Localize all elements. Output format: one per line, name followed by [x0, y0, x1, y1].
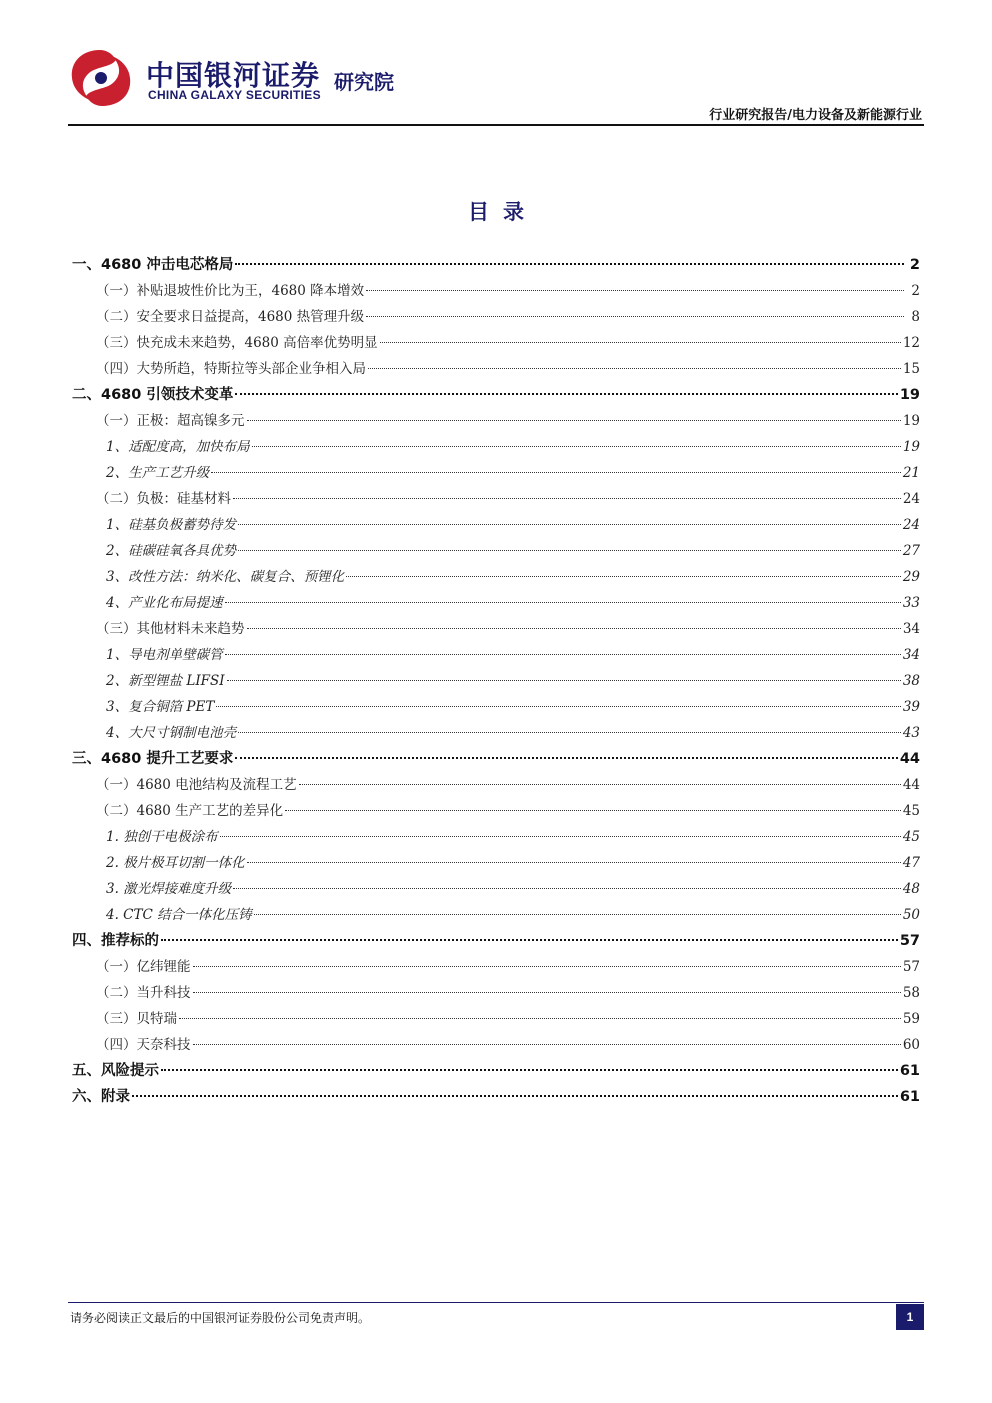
toc-page-number[interactable]: 57: [899, 933, 920, 949]
dot-leader: [216, 706, 900, 707]
toc-entry-level-1[interactable]: [72, 382, 920, 408]
toc-page-number[interactable]: 24: [902, 491, 920, 507]
toc-entry-title[interactable]: （一）正极：超高镍多元: [96, 413, 245, 429]
toc-page-number[interactable]: 2: [909, 257, 920, 273]
toc-entry-title[interactable]: （三）贝特瑞: [96, 1011, 177, 1027]
toc-entry-level-3[interactable]: [72, 876, 920, 902]
toc-entry-level-3[interactable]: [72, 694, 920, 720]
toc-page-number[interactable]: 50: [902, 907, 920, 923]
toc-page-number[interactable]: 29: [902, 569, 920, 585]
toc-entry-title[interactable]: 3、复合铜箔 PET: [106, 699, 215, 715]
dot-leader: [193, 992, 901, 993]
toc-entry-title[interactable]: 1. 独创干电极涂布: [106, 829, 218, 845]
toc-entry-title[interactable]: （二）4680 生产工艺的差异化: [96, 803, 284, 819]
toc-entry-title[interactable]: （三）快充成未来趋势，4680 高倍率优势明显: [96, 335, 378, 351]
dot-leader: [193, 966, 901, 967]
toc-entry-title[interactable]: （三）其他材料未来趋势: [96, 621, 245, 637]
toc-page-number[interactable]: 21: [902, 465, 920, 481]
toc-entry-level-3[interactable]: [72, 850, 920, 876]
toc-entry-level-3[interactable]: [72, 564, 920, 590]
toc-page-number[interactable]: 19: [899, 387, 920, 403]
galaxy-logo-icon: [66, 46, 136, 110]
toc-entry-title[interactable]: （四）天奈科技: [96, 1037, 191, 1053]
dot-leader: [366, 316, 904, 317]
toc-entry-level-2[interactable]: [72, 356, 920, 382]
dot-leader: [254, 914, 901, 915]
toc-page-number[interactable]: 57: [902, 959, 920, 975]
toc-page-number[interactable]: 39: [902, 699, 920, 715]
dot-leader: [346, 576, 901, 577]
toc-page-number[interactable]: 33: [902, 595, 920, 611]
toc-page-number[interactable]: 34: [902, 647, 920, 663]
dot-leader: [235, 263, 904, 265]
toc-entry-title[interactable]: 三、4680 提升工艺要求: [72, 751, 234, 767]
logo-mark: [66, 46, 136, 110]
brand-name-en: CHINA GALAXY SECURITIES: [148, 88, 321, 102]
toc-page-number[interactable]: 34: [902, 621, 920, 637]
toc-entry-title[interactable]: （二）当升科技: [96, 985, 191, 1001]
toc-entry-level-2[interactable]: [72, 486, 920, 512]
toc-entry-level-3[interactable]: [72, 460, 920, 486]
dot-leader: [132, 1095, 898, 1097]
toc-entry-level-3[interactable]: [72, 720, 920, 746]
toc-entry-level-2[interactable]: [72, 1006, 920, 1032]
footer-divider: [68, 1302, 924, 1303]
toc-entry-level-1[interactable]: [72, 1058, 920, 1084]
toc-entry-level-2[interactable]: [72, 278, 920, 304]
dot-leader: [247, 862, 901, 863]
toc-entry-title[interactable]: 4. CTC 结合一体化压铸: [106, 907, 252, 923]
toc-entry-level-2[interactable]: [72, 798, 920, 824]
toc-entry-title[interactable]: 4、大尺寸钢制电池壳: [106, 725, 237, 741]
toc-entry-title[interactable]: 五、风险提示: [72, 1063, 159, 1079]
toc-entry-title[interactable]: （一）4680 电池结构及流程工艺: [96, 777, 297, 793]
toc-entry-title[interactable]: （四）大势所趋，特斯拉等头部企业争相入局: [96, 361, 366, 377]
toc-entry-level-3[interactable]: [72, 642, 920, 668]
toc-entry-level-3[interactable]: [72, 668, 920, 694]
toc-page-number[interactable]: 58: [902, 985, 920, 1001]
dot-leader: [220, 836, 901, 837]
toc-page-number[interactable]: 61: [899, 1063, 920, 1079]
toc-entry-title[interactable]: （一）补贴退坡性价比为王，4680 降本增效: [96, 283, 365, 299]
toc-entry-level-2[interactable]: [72, 980, 920, 1006]
toc-entry-level-3[interactable]: [72, 512, 920, 538]
table-of-contents: [72, 252, 920, 1110]
toc-entry-level-3[interactable]: [72, 824, 920, 850]
toc-entry-level-2[interactable]: [72, 954, 920, 980]
dot-leader: [238, 550, 901, 551]
toc-entry-level-1[interactable]: [72, 928, 920, 954]
toc-title: 目录: [468, 200, 538, 224]
toc-entry-title[interactable]: （一）亿纬锂能: [96, 959, 191, 975]
toc-entry-title[interactable]: 2、生产工艺升级: [106, 465, 210, 481]
toc-entry-title[interactable]: 2、新型锂盐 LIFSI: [106, 673, 225, 689]
toc-page-number[interactable]: 19: [902, 413, 920, 429]
toc-page-number[interactable]: 45: [902, 803, 920, 819]
toc-entry-level-2[interactable]: [72, 408, 920, 434]
dot-leader: [227, 680, 901, 681]
toc-entry-level-2[interactable]: [72, 772, 920, 798]
toc-entry-level-3[interactable]: [72, 434, 920, 460]
toc-entry-level-2[interactable]: [72, 616, 920, 642]
dot-leader: [235, 393, 897, 395]
toc-page-number[interactable]: 38: [902, 673, 920, 689]
brand-name-cn: 中国银河证券: [146, 59, 321, 92]
toc-entry-title[interactable]: 3. 激光焊接难度升级: [106, 881, 232, 897]
page-number-badge: 1: [896, 1304, 924, 1330]
toc-page-number[interactable]: 61: [899, 1089, 920, 1105]
dot-leader: [233, 498, 901, 499]
toc-entry-title[interactable]: 2. 极片极耳切割一体化: [106, 855, 245, 871]
dot-leader: [247, 420, 901, 421]
dot-leader: [380, 342, 901, 343]
dot-leader: [161, 939, 898, 941]
toc-page-number[interactable]: 44: [899, 751, 920, 767]
dot-leader: [238, 732, 901, 733]
toc-entry-title[interactable]: 1、适配度高，加快布局: [106, 439, 250, 455]
toc-page-number[interactable]: 59: [902, 1011, 920, 1027]
toc-entry-title[interactable]: 1、硅基负极蓄势待发: [106, 517, 237, 533]
toc-entry-title[interactable]: 一、4680 冲击电芯格局: [72, 257, 234, 273]
toc-page-number[interactable]: 48: [902, 881, 920, 897]
dot-leader: [179, 1018, 901, 1019]
toc-entry-level-2[interactable]: [72, 1032, 920, 1058]
header-divider: [68, 124, 924, 126]
dot-leader: [211, 472, 901, 473]
toc-entry-level-3[interactable]: [72, 590, 920, 616]
institute-name: 研究院: [334, 70, 394, 94]
toc-page-number[interactable]: 44: [902, 777, 920, 793]
dot-leader: [238, 524, 901, 525]
toc-page-number[interactable]: 8: [911, 309, 920, 325]
toc-entry-title[interactable]: （二）安全要求日益提高，4680 热管理升级: [96, 309, 365, 325]
dot-leader: [247, 628, 901, 629]
toc-entry-level-2[interactable]: [72, 330, 920, 356]
dot-leader: [299, 784, 901, 785]
dot-leader: [368, 368, 901, 369]
toc-entry-title[interactable]: 六、附录: [72, 1089, 130, 1105]
report-category: 行业研究报告/电力设备及新能源行业: [709, 108, 922, 123]
toc-entry-level-1[interactable]: [72, 1084, 920, 1110]
toc-entry-title[interactable]: 四、推荐标的: [72, 933, 159, 949]
dot-leader: [161, 1069, 898, 1071]
toc-entry-level-3[interactable]: [72, 538, 920, 564]
toc-entry-title[interactable]: 1、导电剂单壁碳管: [106, 647, 223, 663]
dot-leader: [285, 810, 901, 811]
dot-leader: [225, 602, 901, 603]
toc-entry-level-3[interactable]: [72, 902, 920, 928]
toc-entry-title[interactable]: （二）负极：硅基材料: [96, 491, 231, 507]
toc-entry-title[interactable]: 4、产业化布局提速: [106, 595, 223, 611]
toc-entry-level-1[interactable]: [72, 252, 920, 278]
toc-page-number[interactable]: 19: [902, 439, 920, 455]
dot-leader: [366, 290, 904, 291]
toc-page-number[interactable]: 60: [902, 1037, 920, 1053]
toc-page-number[interactable]: 24: [902, 517, 920, 533]
disclaimer-note: 请务必阅读正文最后的中国银河证券股份公司免责声明。: [70, 1311, 371, 1325]
dot-leader: [252, 446, 901, 447]
toc-page-number[interactable]: 12: [902, 335, 920, 351]
toc-page-number[interactable]: 15: [902, 361, 920, 377]
toc-entry-level-1[interactable]: [72, 746, 920, 772]
toc-page-number[interactable]: 27: [902, 543, 920, 559]
toc-page-number[interactable]: 2: [911, 283, 920, 299]
toc-entry-title[interactable]: 3、改性方法：纳米化、碳复合、预锂化: [106, 569, 345, 585]
dot-leader: [233, 888, 901, 889]
toc-page-number[interactable]: 47: [902, 855, 920, 871]
toc-page-number[interactable]: 45: [902, 829, 920, 845]
dot-leader: [225, 654, 901, 655]
dot-leader: [193, 1044, 901, 1045]
toc-entry-title[interactable]: 二、4680 引领技术变革: [72, 387, 234, 403]
dot-leader: [235, 757, 897, 759]
toc-entry-title[interactable]: 2、硅碳硅氧各具优势: [106, 543, 237, 559]
toc-entry-level-2[interactable]: [72, 304, 920, 330]
toc-page-number[interactable]: 43: [902, 725, 920, 741]
